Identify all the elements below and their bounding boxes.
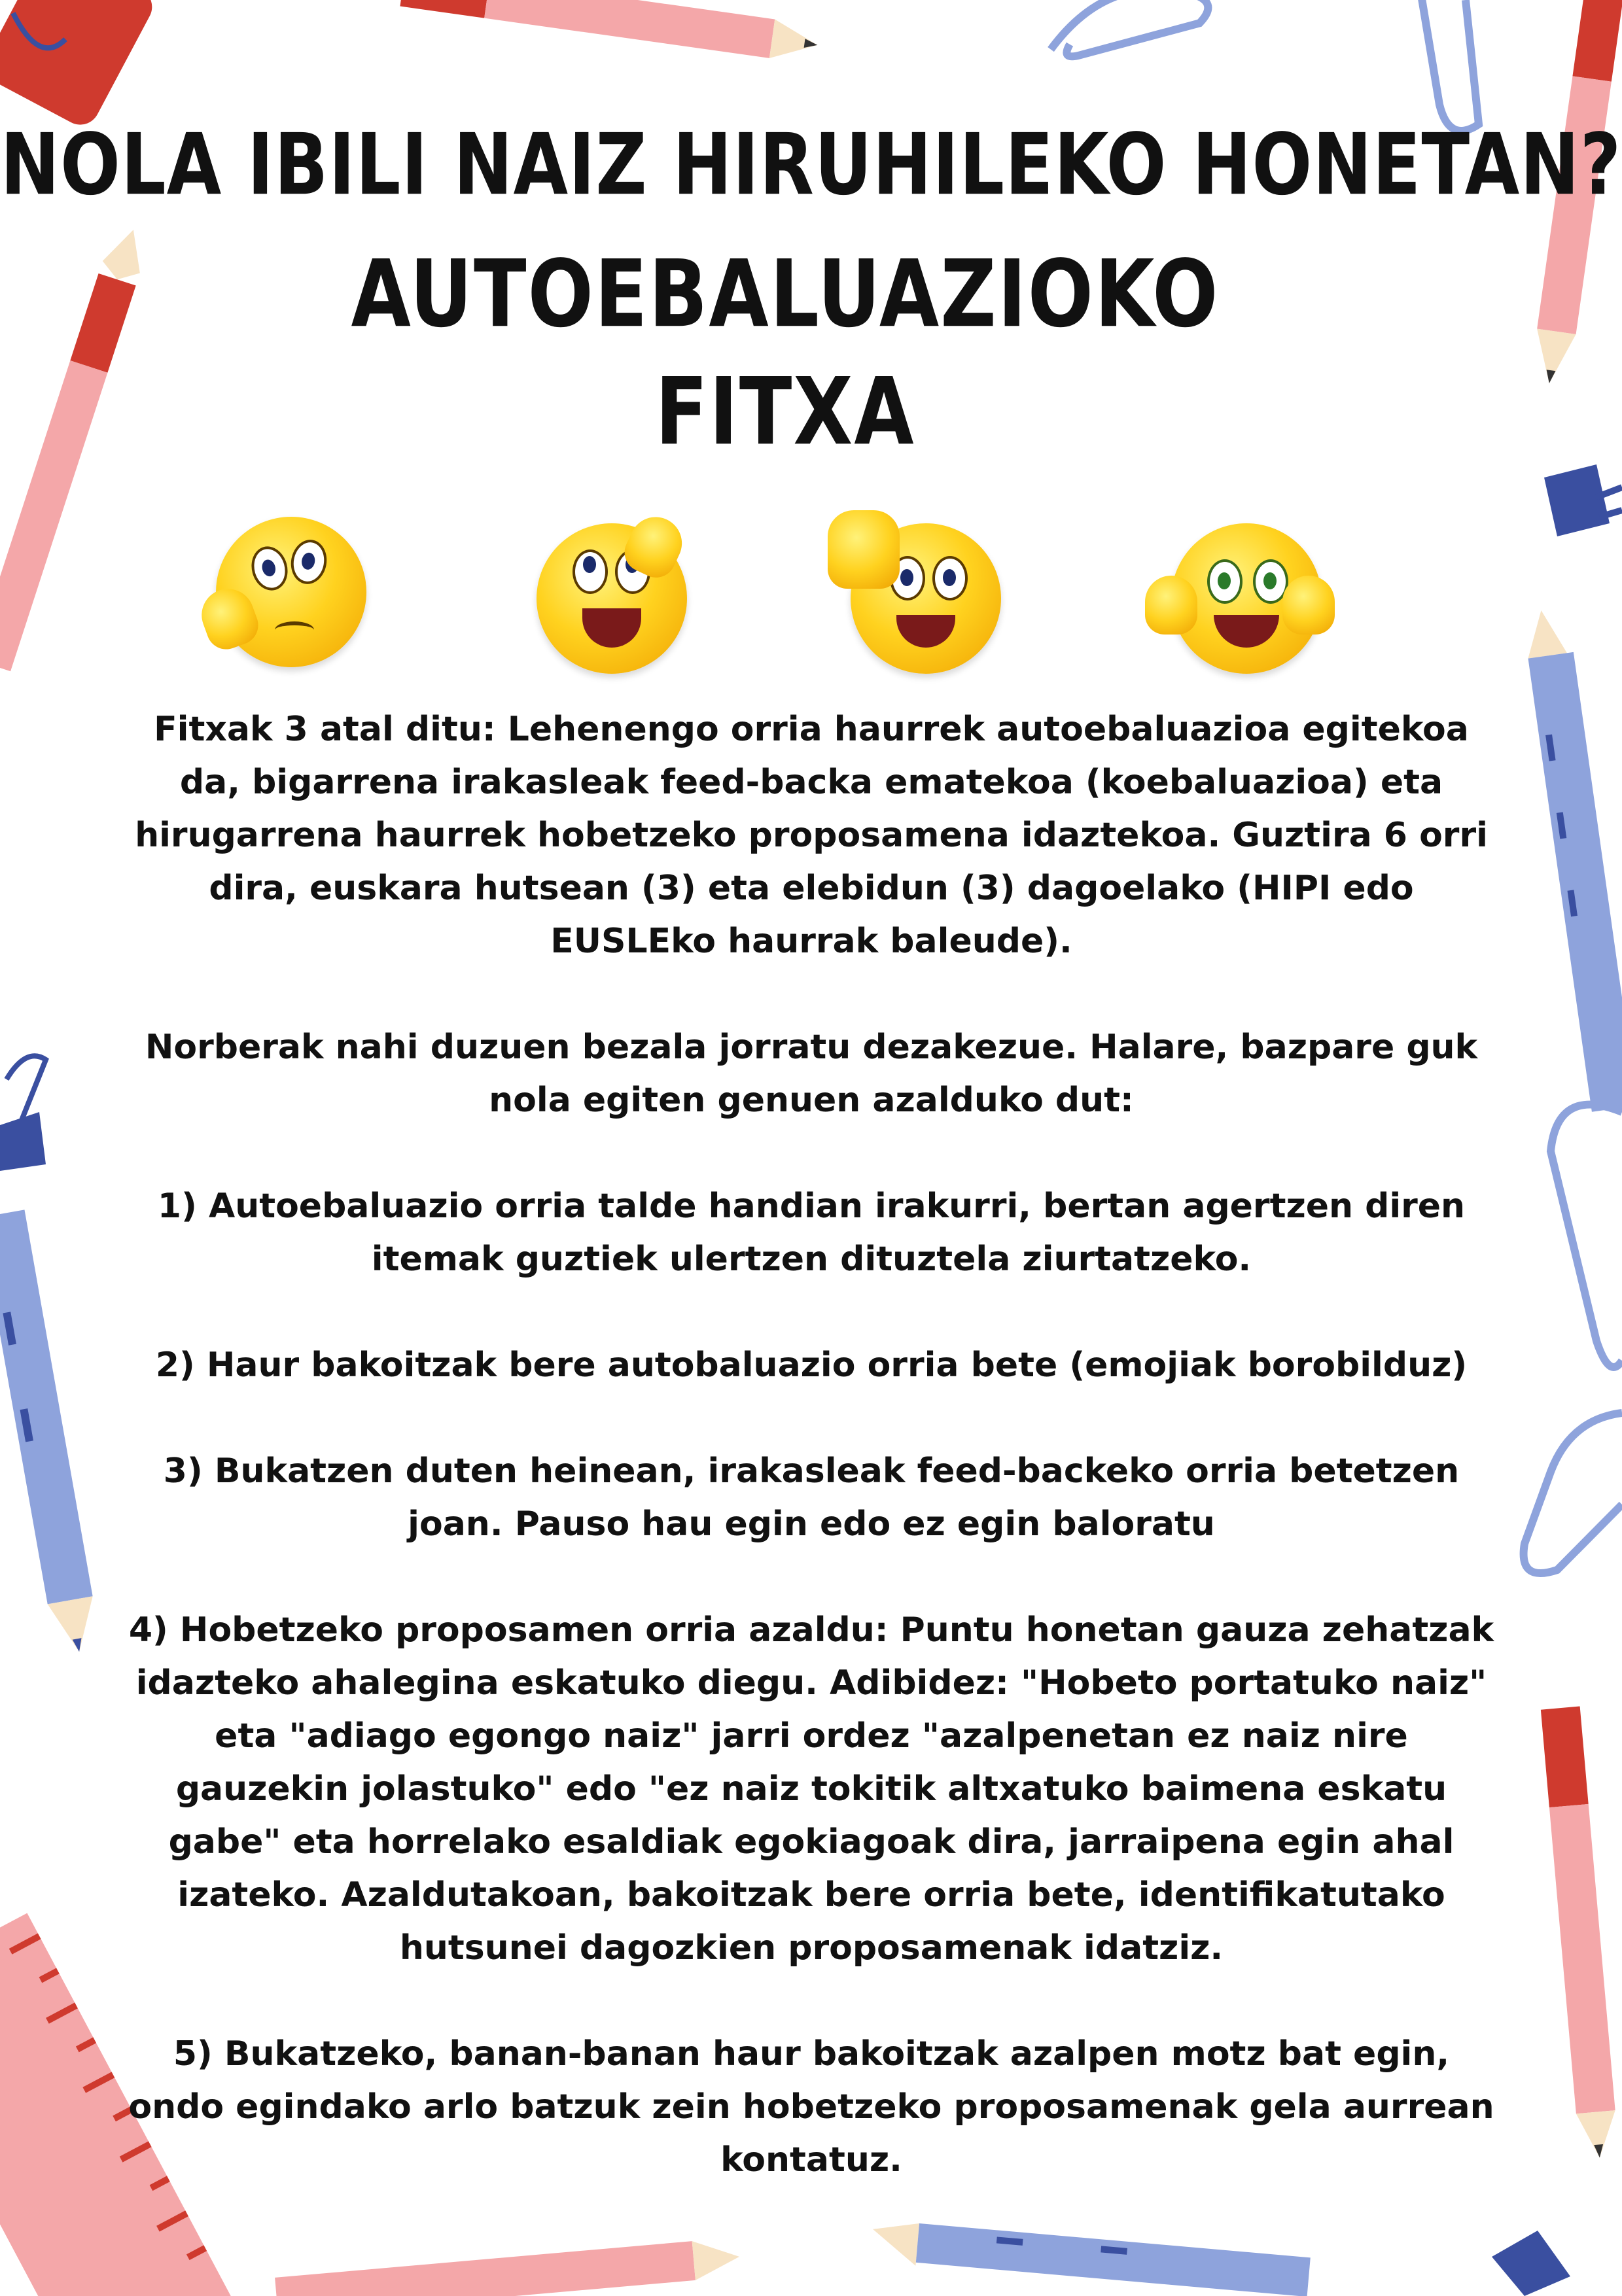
page-title-line-2: AUTOEBALUAZIOKO bbox=[351, 239, 1220, 348]
step-1: 1) Autoebaluazio orria talde handian irakurri, bertan agertzen diren itemak guztiek ulertzen dituztela ziurtatzeko. bbox=[157, 1187, 1466, 1279]
step-4: 4) Hobetzeko proposamen orria azaldu: Puntu honetan gauza zehatzak idazteko ahalegina eskatuko diegu. Adibidez: "Hobeto portatuko naiz" eta "adiago egongo naiz" jarri ordez "azalpenetan ez naiz nire gauzekin jolastuko" edo "ez naiz tokitik altxatuko baimena eskatu gabe" eta horrelako esaldiak egokiagoak dira, jarraipena egin ahal izateko. Azaldutakoan, bakoitzak bere orria bete, identifikatutako hutsunei dagozkien proposamenak idatziz. bbox=[128, 1610, 1494, 1968]
pencil-icon bbox=[400, 0, 820, 65]
binder-clip-icon bbox=[1492, 2231, 1570, 2296]
step-5: 5) Bukatzeko, banan-banan haur bakoitzak azalpen motz bat egin, ondo egindako arlo batzuk zein hobetzeko proposamenak gela aurrean kontatuz. bbox=[128, 2034, 1494, 2180]
instructions-text bbox=[124, 703, 1498, 2240]
pencil-icon bbox=[0, 1209, 102, 1656]
binder-clip-icon bbox=[0, 1056, 46, 1171]
paragraph-intro: Fitxak 3 atal ditu: Lehenengo orria haurrek autoebaluazioa egitekoa da, bigarrena irakasleak feed-backa ematekoa (koebaluazioa) eta hirugarrena haurrek hobetzeko proposamena idaztekoa. Guztira 6 orri dira, euskara hutsean (3) eta elebidun (3) dagoelako (HIPI edo EUSLEko haurrak baleude). bbox=[135, 710, 1488, 961]
thumbs-up-hand-icon bbox=[828, 510, 900, 589]
page-title-line-3: FITXA bbox=[655, 357, 915, 466]
page-title-line-1: NOLA IBILI NAIZ HIRUHILEKO HONETAN? bbox=[0, 116, 1622, 215]
pencil-icon bbox=[275, 2237, 741, 2296]
pencil-icon bbox=[1541, 1706, 1619, 2159]
binder-clip-icon bbox=[1544, 464, 1622, 536]
step-3: 3) Bukatzen duten heinean, irakasleak feed-backeko orria betetzen joan. Pauso hau egin edo ez egin baloratu bbox=[163, 1452, 1460, 1544]
step-2: 2) Haur bakoitzak bere autobaluazio orria bete (emojiak borobilduz) bbox=[155, 1346, 1468, 1385]
thumbs-up-hand-icon bbox=[1282, 576, 1335, 635]
thumbs-up-hand-icon bbox=[1145, 576, 1197, 635]
pencil-icon bbox=[1522, 607, 1622, 1112]
paperclip-icon bbox=[1524, 1105, 1622, 1573]
eraser-icon bbox=[0, 0, 159, 131]
paperclip-icon bbox=[1042, 0, 1479, 131]
paragraph-method: Norberak nahi duzuen bezala jorratu dezakezue. Halare, bazpare guk nola egiten genuen azalduko dut: bbox=[145, 1028, 1478, 1120]
